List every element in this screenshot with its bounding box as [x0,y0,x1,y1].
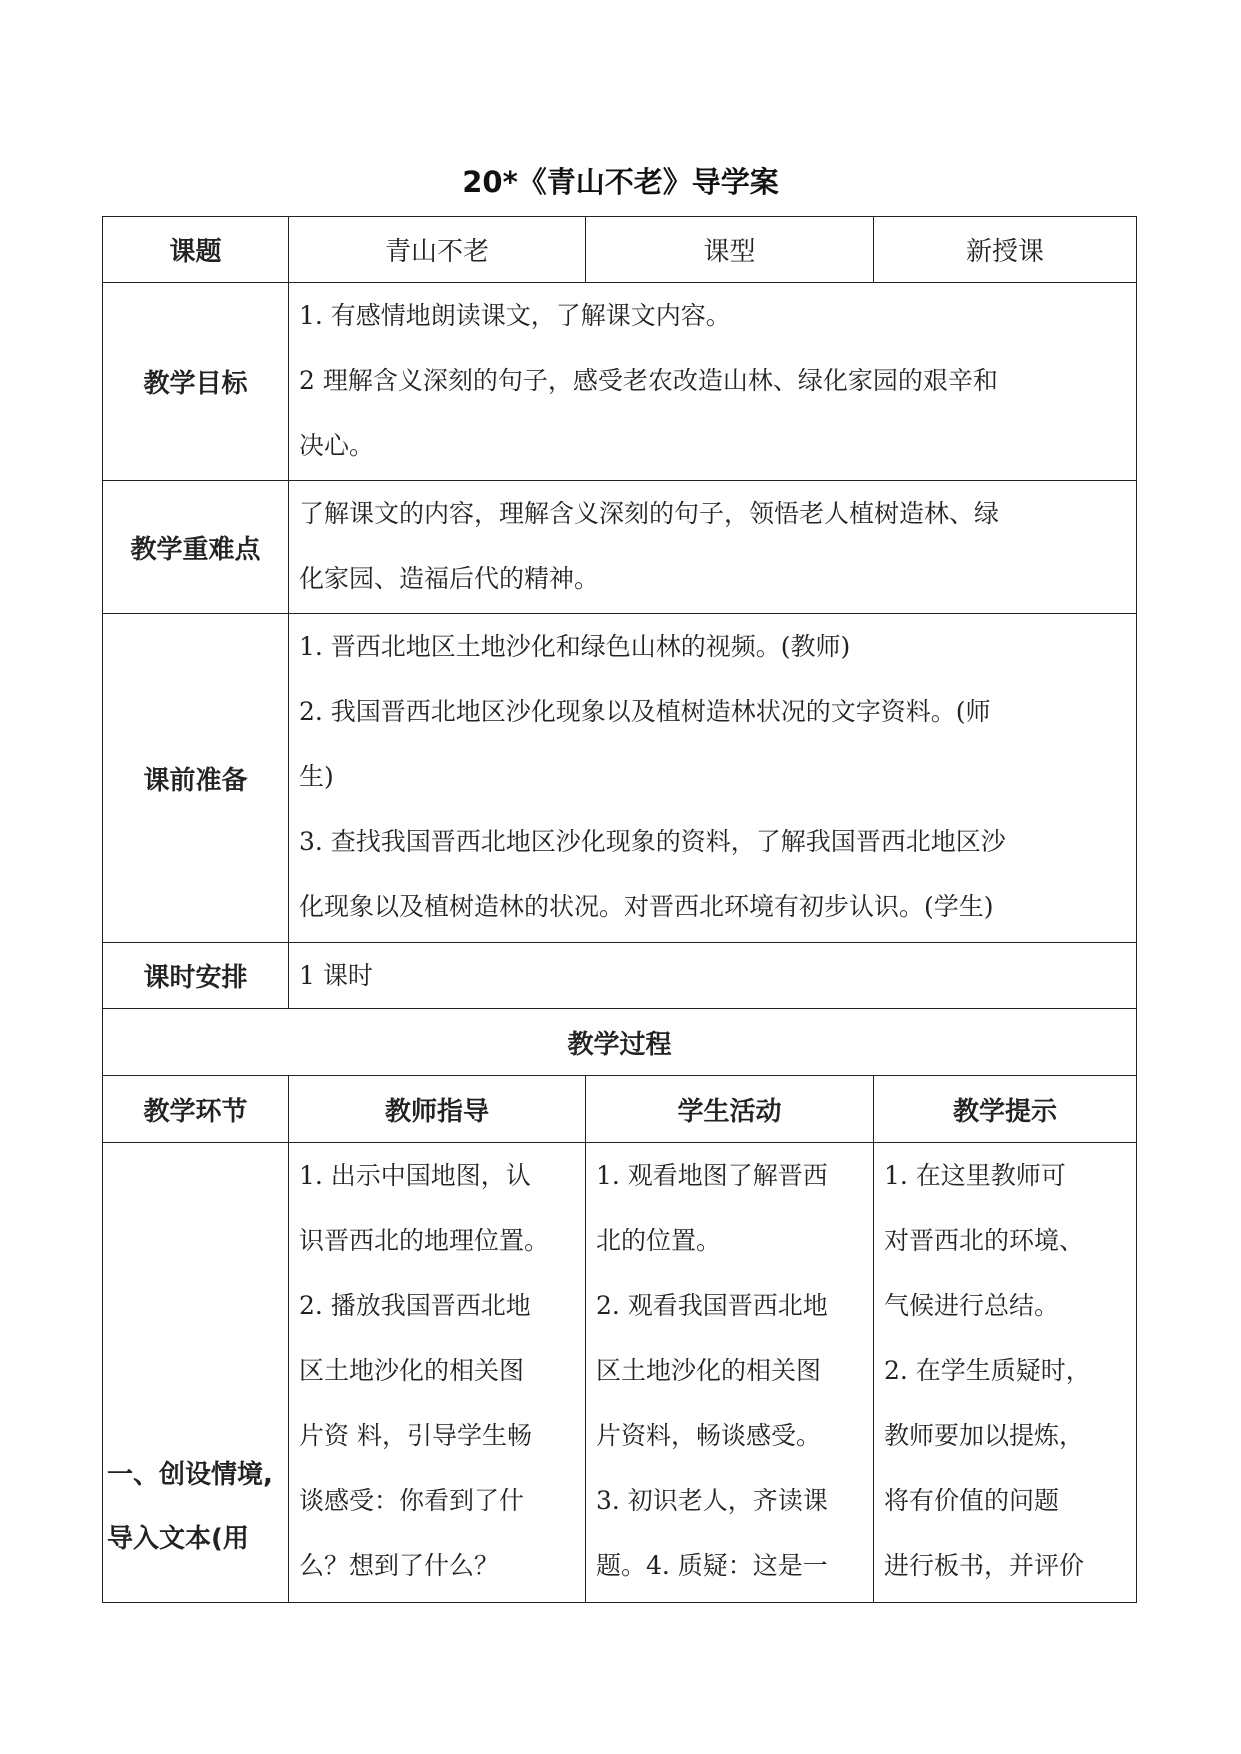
stage-line: 一、创设情境, [107,1460,273,1490]
process-row [103,1143,1137,1603]
teacher-line: 谈感受：你看到了什 [299,1486,525,1515]
topic-row [103,217,1137,283]
student-line: 题。4. 质疑：这是一 [596,1551,828,1580]
tips-line: 对晋西北的环境、 [884,1226,1085,1255]
stage-line: 导入文本(用 [107,1524,249,1554]
preparation-label: 课前准备 [103,614,289,943]
column-header-tips: 教学提示 [874,1076,1137,1143]
topic-label: 课题 [103,217,289,283]
process-title-row [103,1009,1137,1076]
teacher-line: 区土地沙化的相关图 [299,1356,525,1385]
tips-line: 教师要加以提炼， [884,1421,1085,1450]
preparation-line: 生) [299,762,334,791]
teacher-line: 么？想到了什么？ [299,1551,500,1580]
schedule-label: 课时安排 [103,943,289,1009]
column-header-stage: 教学环节 [103,1076,289,1143]
goals-line: 决心。 [299,431,375,460]
teacher-line: 2. 播放我国晋西北地 [299,1291,531,1320]
process-columns-row [103,1076,1137,1143]
goals-content [289,283,1137,481]
schedule-row [103,943,1137,1009]
column-header-teacher: 教师指导 [289,1076,586,1143]
teacher-line: 片资 料，引导学生畅 [299,1421,532,1450]
tips-line: 进行板书，并评价 [884,1551,1085,1580]
teaching-tips-cell [874,1143,1137,1603]
teacher-line: 识晋西北的地理位置。 [299,1226,550,1255]
process-title: 教学过程 [103,1009,1137,1076]
document-title: 20*《青山不老》导学案 [462,165,779,199]
column-header-student: 学生活动 [586,1076,874,1143]
student-line: 片资料，畅谈感受。 [596,1421,822,1450]
topic-value: 青山不老 [289,217,586,283]
goals-line: 1. 有感情地朗读课文，了解课文内容。 [299,301,731,330]
student-line: 区土地沙化的相关图 [596,1356,822,1385]
student-line: 2. 观看我国晋西北地 [596,1291,828,1320]
student-line: 北的位置。 [596,1226,722,1255]
student-activity-cell [586,1143,874,1603]
type-label: 课型 [586,217,874,283]
goals-row [103,283,1137,481]
student-line: 3. 初识老人，齐读课 [596,1486,828,1515]
stage-cell [103,1143,289,1603]
preparation-line: 2. 我国晋西北地区沙化现象以及植树造林状况的文字资料。(师 [299,697,991,726]
keypoints-line: 了解课文的内容，理解含义深刻的句子，领悟老人植树造林、绿 [299,499,1000,528]
preparation-row [103,614,1137,943]
tips-line: 1. 在这里教师可 [884,1161,1066,1190]
type-value: 新授课 [874,217,1137,283]
schedule-value: 1 课时 [289,943,1137,1009]
goals-line: 2 理解含义深刻的句子，感受老农改造山林、绿化家园的艰辛和 [299,366,998,395]
goals-label: 教学目标 [103,283,289,481]
keypoints-row [103,481,1137,614]
tips-line: 气候进行总结。 [884,1291,1060,1320]
preparation-line: 3. 查找我国晋西北地区沙化现象的资料，了解我国晋西北地区沙 [299,827,1006,856]
keypoints-line: 化家园、造福后代的精神。 [299,564,600,593]
keypoints-label: 教学重难点 [103,481,289,614]
tips-line: 将有价值的问题 [884,1486,1060,1515]
preparation-content [289,614,1137,943]
teacher-line: 1. 出示中国地图，认 [299,1161,531,1190]
tips-line: 2. 在学生质疑时， [884,1356,1091,1385]
preparation-line: 化现象以及植树造林的状况。对晋西北环境有初步认识。(学生) [299,892,994,921]
lesson-plan-table [102,216,1137,1603]
preparation-line: 1. 晋西北地区土地沙化和绿色山林的视频。(教师) [299,632,851,661]
keypoints-content [289,481,1137,614]
teacher-guidance-cell [289,1143,586,1603]
student-line: 1. 观看地图了解晋西 [596,1161,828,1190]
